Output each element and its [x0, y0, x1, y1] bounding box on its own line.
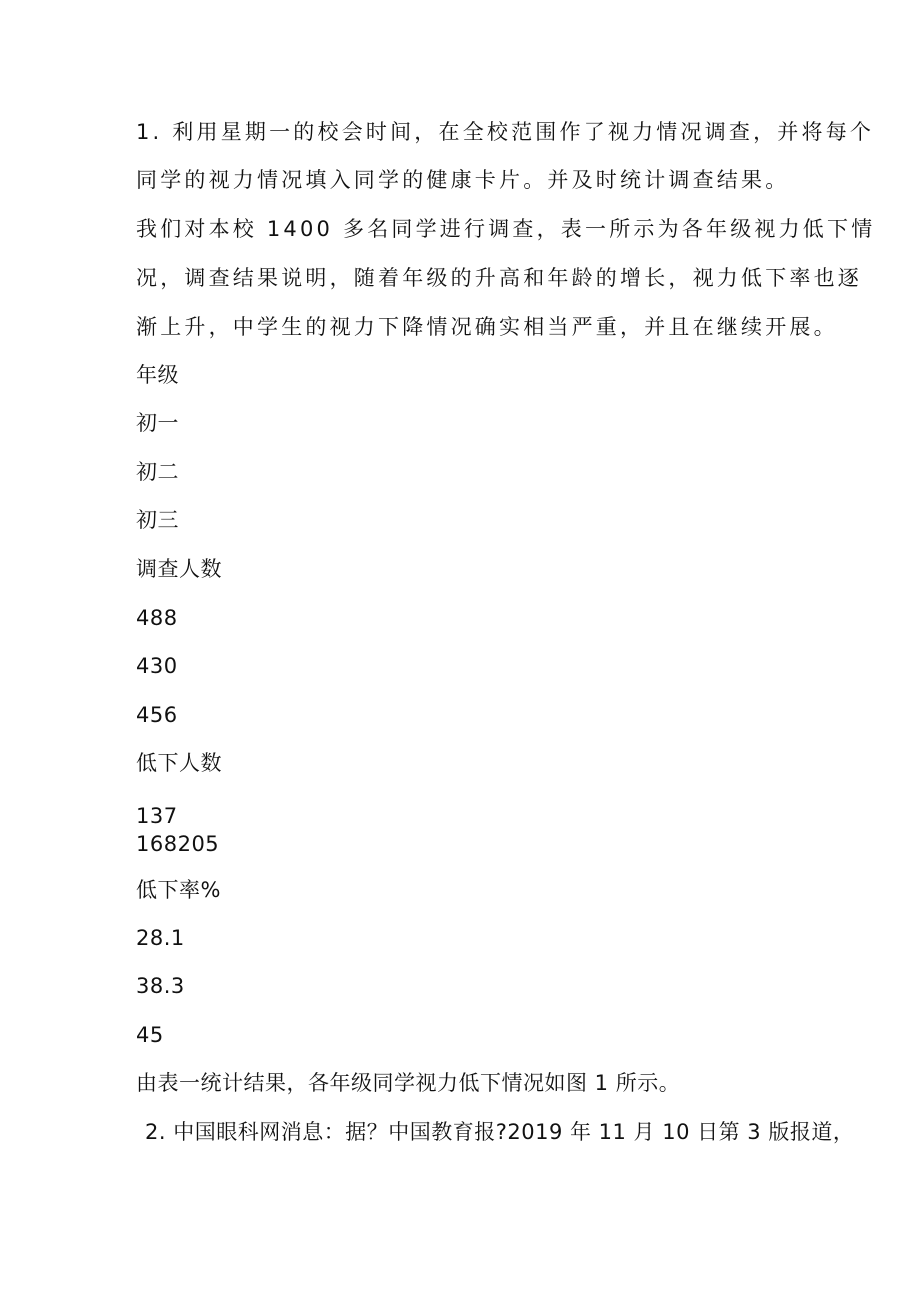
table-low-vision-line-2: 168205 — [136, 832, 220, 856]
paragraph-2-line-2: 况，调查结果说明，随着年级的升高和年龄的增长，视力低下率也逐 — [136, 266, 862, 290]
table-rate-3: 45 — [136, 1023, 164, 1047]
table-surveyed-1: 488 — [136, 606, 178, 630]
table-surveyed-2: 430 — [136, 654, 178, 678]
paragraph-4-line-1: 2. 中国眼科网消息：据？中国教育报?2019 年 11 月 10 日第 3 版报道， — [145, 1120, 855, 1144]
table-surveyed-3: 456 — [136, 703, 178, 727]
paragraph-3: 由表一统计结果，各年级同学视力低下情况如图 1 所示。 — [136, 1071, 681, 1095]
table-surveyed-header: 调查人数 — [136, 557, 222, 581]
table-grade-header: 年级 — [136, 363, 179, 387]
table-grade-1: 初一 — [136, 411, 179, 435]
paragraph-1-line-2: 同学的视力情况填入同学的健康卡片。并及时统计调查结果。 — [136, 168, 790, 192]
table-grade-3: 初三 — [136, 508, 179, 532]
table-rate-2: 38.3 — [136, 974, 185, 998]
table-grade-2: 初二 — [136, 460, 179, 484]
paragraph-2-line-1: 我们对本校 1400 多名同学进行调查，表一所示为各年级视力低下情 — [136, 217, 876, 241]
table-low-vision-header: 低下人数 — [136, 751, 222, 775]
table-rate-1: 28.1 — [136, 926, 185, 950]
table-rate-header: 低下率% — [136, 878, 221, 902]
table-low-vision-line-1: 137 — [136, 804, 178, 828]
paragraph-2-line-3: 渐上升，中学生的视力下降情况确实相当严重，并且在继续开展。 — [136, 315, 838, 339]
paragraph-1-line-1: 1. 利用星期一的校会时间，在全校范围作了视力情况调查，并将每个 — [136, 120, 875, 144]
